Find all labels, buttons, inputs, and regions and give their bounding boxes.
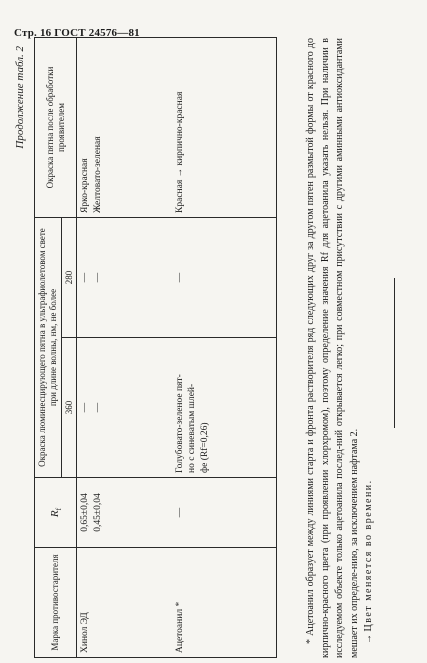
footnote-text: Цвет меняется во времени. [363,479,374,632]
cell-after [77,37,172,217]
cell-280 [77,217,172,337]
after-value: Красная → кирпично-красная [174,91,185,213]
end-rule [394,278,395,428]
table-row [172,37,277,657]
cell-rf [77,478,172,548]
uv280-value: — [80,272,91,283]
cell-brand: Хинол ЭД [77,548,172,658]
uv360-value: — [92,402,103,413]
rf-value: — [174,507,185,518]
table-footnotes [304,38,377,658]
page-header: Стр. 16 ГОСТ 24576—81 [14,27,140,39]
rf-value: 0,65±0,04 [80,493,91,532]
col-360-header: 360 [61,338,77,478]
cell-360 [172,338,277,478]
rotated-table-block [14,38,414,658]
arrow-icon: → [363,634,374,644]
table-header-row [35,37,62,657]
col-280-header: 280 [61,217,77,337]
col-after-header: Окраска пятна после обработки проявителем [35,37,77,217]
rf-value: 0,45±0,04 [92,493,103,532]
col-brand-header: Марка противостарителя [35,548,77,658]
after-value: Ярко-красная [80,158,91,213]
uv360-value: — [80,402,91,413]
uv280-value: — [174,272,185,283]
uv360-value: Голубовато-зеленое пят- [174,374,185,473]
cell-360 [77,338,172,478]
results-table [34,37,277,658]
col-rf-header [35,478,77,548]
cell-brand: Ацетоанил * [172,548,277,658]
table-row [77,37,172,657]
uv280-value: — [92,272,103,283]
col-uv-group-header: Окраска люминесцирующего пятна в ультрафиолетовом свете при длине волны, нм, не более [35,217,62,477]
uv360-value: но с синеватым шлей- [187,383,198,473]
rf-symbol: R [48,510,61,518]
uv360-value: фе (Rf=0,26) [199,422,210,473]
cell-280 [172,217,277,337]
footnote-color-change [362,38,377,658]
table-caption: Продолжение табл. 2 [14,46,26,149]
footnote-acetoanil: * Ацетоанил образует между линиями старта и фронта растворителя ряд следующих друг за другом пятен размытой формы от красного до кирпично-красного цвета (при проявлении хлорхромом), поэтому определение значения Rf для ацетоанила указать нельзя. При наличии в исследуемом объекте только ацетоанила послед-ний открывается легко; при совместном присутствии с другими аминными антиоксидантами мешает их определе-нию, за исключением нафтама 2. [305,38,360,658]
cell-rf [172,478,277,548]
rf-subscript: f [53,507,63,511]
cell-after [172,37,277,217]
after-value: Желтовато-зеленая [92,136,103,213]
